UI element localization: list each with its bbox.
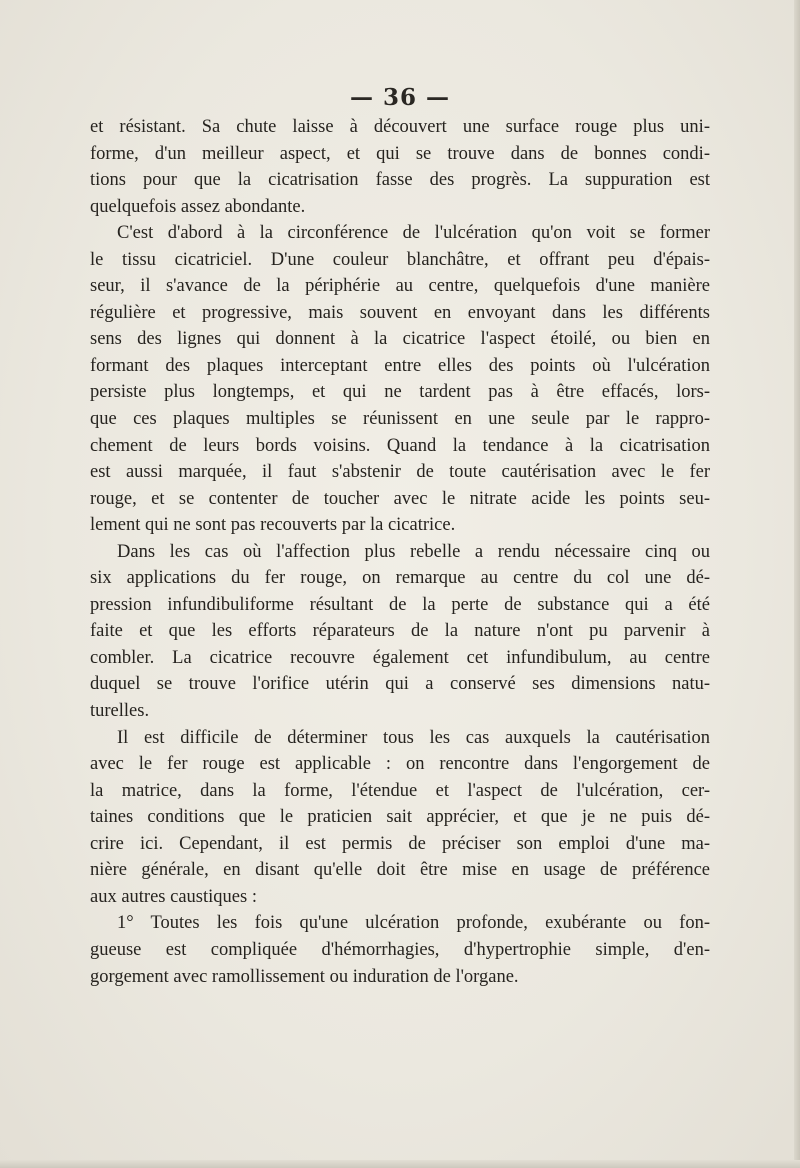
text-line: quelquefois assez abondante. (90, 196, 306, 217)
text-line: aux autres caustiques : (90, 886, 257, 907)
text-line: combler. La cicatrice recouvre également cet infundibulum, au centre (90, 647, 710, 668)
text-line: rouge, et se contenter de toucher avec le nitrate acide les points seu- (90, 488, 710, 509)
text-line: est aussi marquée, il faut s'abstenir de toute cautérisation avec le fer (90, 462, 710, 483)
text-line: forme, d'un meilleur aspect, et qui se trouve dans de bonnes condi- (90, 143, 710, 164)
text-line: Dans les cas où l'affection plus rebelle a rendu nécessaire cinq ou (117, 541, 710, 562)
text-line: seur, il s'avance de la périphérie au centre, quelquefois d'une manière (90, 276, 710, 297)
text-line: et résistant. Sa chute laisse à découvert une surface rouge plus uni- (90, 117, 710, 137)
text-line: 1° Toutes les fois qu'une ulcération profonde, exubérante ou fon- (117, 913, 710, 934)
text-line: nière générale, en disant qu'elle doit être mise en usage de préférence (90, 860, 710, 881)
text-line: faite et que les efforts réparateurs de la nature n'ont pu parvenir à (90, 621, 710, 642)
text-line: duquel se trouve l'orifice utérin qui a conservé ses dimensions natu- (90, 674, 710, 695)
text-line: lement qui ne sont pas recouverts par la cicatrice. (90, 515, 456, 536)
text-line: taines conditions que le praticien sait apprécier, et que je ne puis dé- (90, 807, 710, 828)
page-edge-shadow (794, 0, 800, 1168)
text-line: chement de leurs bords voisins. Quand la tendance à la cicatrisation (90, 435, 710, 456)
text-line: C'est d'abord à la circonférence de l'ulcération qu'on voit se former (117, 223, 710, 244)
text-line: crire ici. Cependant, il est permis de préciser son emploi d'une ma- (90, 833, 710, 854)
text-line: six applications du fer rouge, on remarque au centre du col une dé- (90, 568, 710, 589)
text-line: régulière et progressive, mais souvent en envoyant dans les différents (90, 302, 710, 323)
body-text (90, 114, 710, 990)
text-line: pression infundibuliforme résultant de la perte de substance qui a été (90, 594, 710, 615)
page-number: — 36 — (349, 84, 451, 111)
text-line: Il est difficile de déterminer tous les cas auxquels la cautérisation (117, 727, 710, 748)
text-line: sens des lignes qui donnent à la cicatrice l'aspect étoilé, ou bien en (90, 329, 710, 350)
text-line: persiste plus longtemps, et qui ne tardent pas à être effacés, lors- (90, 382, 710, 403)
text-line: gorgement avec ramollissement ou induration de l'organe. (90, 966, 519, 987)
text-line: la matrice, dans la forme, l'étendue et l'aspect de l'ulcération, cer- (90, 780, 710, 801)
text-line: avec le fer rouge est applicable : on rencontre dans l'engorgement de (90, 754, 710, 775)
page-edge-bottom (0, 1160, 800, 1168)
text-line: que ces plaques multiples se réunissent en une seule par le rappro- (90, 409, 710, 430)
text-line: tions pour que la cicatrisation fasse des progrès. La suppuration est (90, 170, 710, 191)
text-line: turelles. (90, 701, 150, 722)
text-line: le tissu cicatriciel. D'une couleur blanchâtre, et offrant peu d'épais- (90, 249, 710, 270)
text-line: gueuse est compliquée d'hémorrhagies, d'hypertrophie simple, d'en- (90, 939, 710, 960)
text-line: formant des plaques interceptant entre elles des points où l'ulcération (90, 355, 710, 376)
